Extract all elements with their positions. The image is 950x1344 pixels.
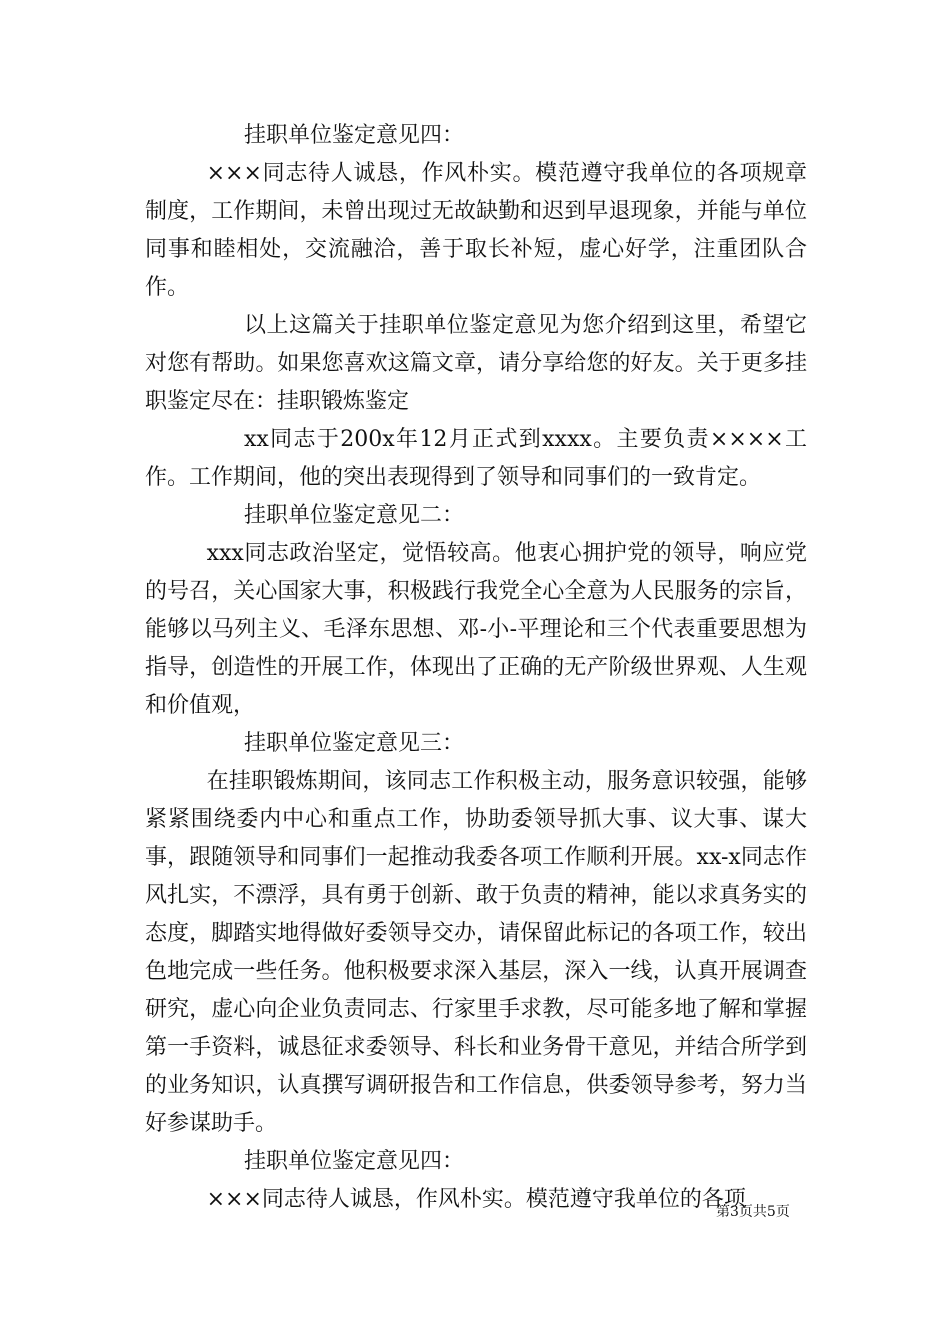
paragraph: 以上这篇关于挂职单位鉴定意见为您介绍到这里，希望它对您有帮助。如果您喜欢这篇文章，请分享给您的好友。关于更多挂职鉴定尽在：挂职锻炼鉴定 [145, 313, 807, 414]
document-body [145, 117, 807, 1219]
paragraph: ×××同志待人诚恳，作风朴实。模范遵守我单位的各项 [206, 1187, 746, 1212]
section-heading: 挂职单位鉴定意见二： [244, 503, 465, 528]
section-heading: 挂职单位鉴定意见三： [244, 731, 465, 756]
paragraph: ×××同志待人诚恳，作风朴实。模范遵守我单位的各项规章制度，工作期间，未曾出现过无故缺勤和迟到早退现象，并能与单位同事和睦相处，交流融洽，善于取长补短，虚心好学，注重团队合作。 [145, 161, 807, 300]
paragraph: xxx同志政治坚定，觉悟较高。他衷心拥护党的领导，响应党的号召，关心国家大事，积极践行我党全心全意为人民服务的宗旨，能够以马列主义、毛泽东思想、邓-小-平理论和三个代表重要思想为指导，创造性的开展工作，体现出了正确的无产阶级世界观、人生观和价值观， [145, 541, 807, 718]
section-heading: 挂职单位鉴定意见四： [244, 1149, 465, 1174]
page-number: 第3页共5页 [716, 1204, 790, 1220]
paragraph: 在挂职锻炼期间，该同志工作积极主动，服务意识较强，能够紧紧围绕委内中心和重点工作，协助委领导抓大事、议大事、谋大事，跟随领导和同事们一起推动我委各项工作顺利开展。xx-x同志作风扎实，不漂浮，具有勇于创新、敢于负责的精神，能以求真务实的态度，脚踏实地得做好委领导交办，请保留此标记的各项工作，较出色地完成一些任务。他积极要求深入基层，深入一线，认真开展调查研究，虚心向企业负责同志、行家里手求教，尽可能多地了解和掌握第一手资料，诚恳征求委领导、科长和业务骨干意见，并结合所学到的业务知识，认真撰写调研报告和工作信息，供委领导参考，努力当好参谋助手。 [145, 769, 807, 1136]
paragraph: xx同志于200x年12月正式到xxxx。主要负责××××工作。工作期间，他的突出表现得到了领导和同事们的一致肯定。 [145, 427, 807, 490]
section-heading: 挂职单位鉴定意见四： [244, 123, 465, 148]
